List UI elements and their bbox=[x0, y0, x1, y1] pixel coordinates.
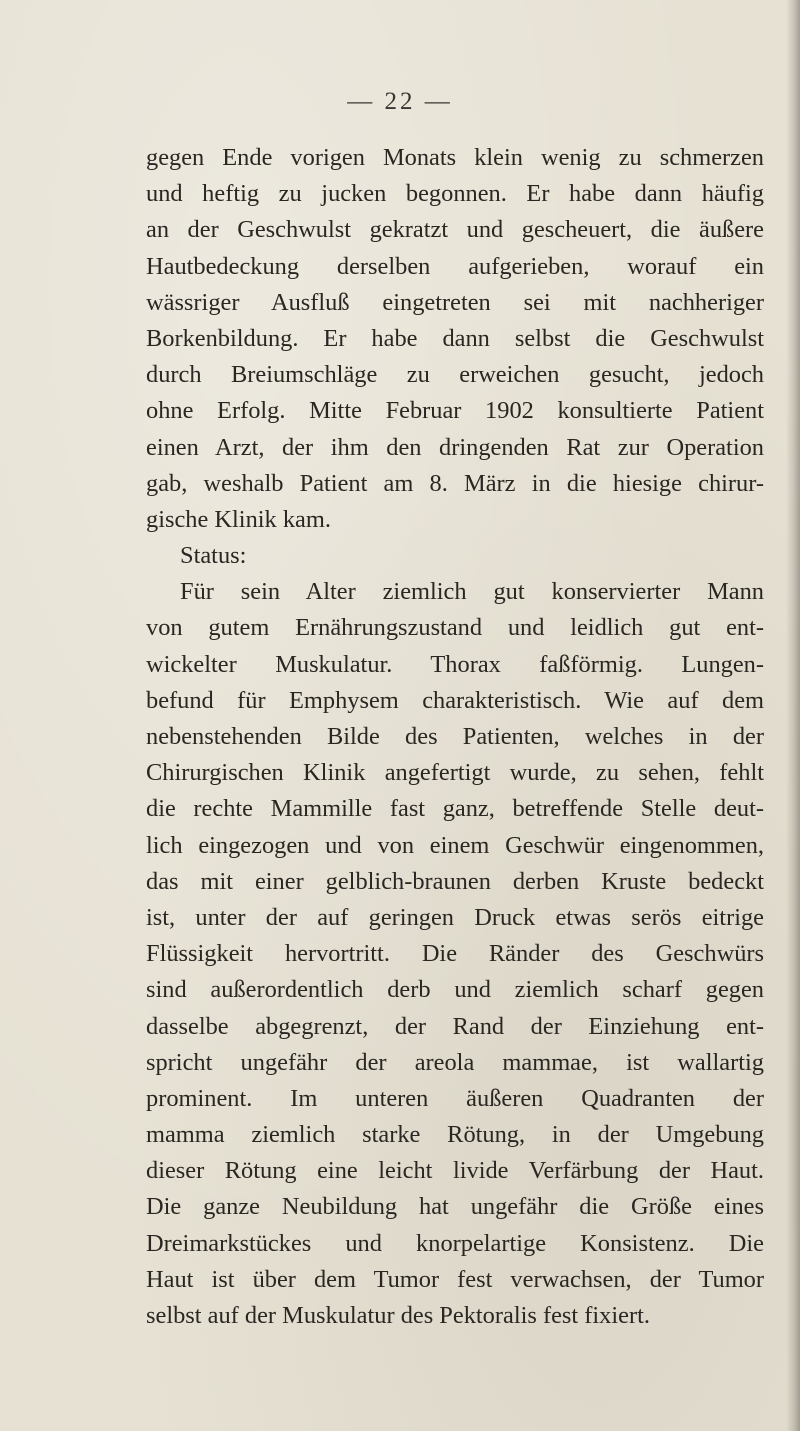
text-line: und heftig zu jucken begonnen. Er habe dann häufig bbox=[146, 180, 764, 208]
text-line: ohne Erfolg. Mitte Februar 1902 konsultierte Patient bbox=[146, 397, 764, 425]
text-line: gegen Ende vorigen Monats klein wenig zu schmerzen bbox=[146, 144, 764, 171]
text-line: lich eingezogen und von einem Geschwür eingenommen, bbox=[146, 831, 764, 859]
text-line: das mit einer gelblich-braunen derben Kruste bedeckt bbox=[146, 867, 764, 895]
text-line: durch Breiumschläge zu erweichen gesucht, jedoch bbox=[146, 361, 764, 389]
text-line: dasselbe abgegrenzt, der Rand der Einziehung ent- bbox=[146, 1012, 764, 1040]
text-line: befund für Emphysem charakteristisch. Wie auf dem bbox=[146, 686, 764, 714]
text-line: Für sein Alter ziemlich gut konservierter Mann bbox=[180, 578, 764, 606]
text-line: mamma ziemlich starke Rötung, in der Umgebung bbox=[146, 1121, 764, 1149]
text-line: Hautbedeckung derselben aufgerieben, worauf ein bbox=[146, 252, 764, 280]
text-line: Borkenbildung. Er habe dann selbst die Geschwulst bbox=[146, 324, 764, 352]
text-line: dieser Rötung eine leicht livide Verfärbung der Haut. bbox=[146, 1157, 764, 1185]
page-number: — 22 — bbox=[347, 88, 453, 115]
text-line: einen Arzt, der ihm den dringenden Rat zur Operation bbox=[146, 433, 764, 461]
text-line: prominent. Im unteren äußeren Quadranten der bbox=[146, 1084, 764, 1112]
section-heading-status: Status: bbox=[180, 542, 247, 570]
text-line: gische Klinik kam. bbox=[146, 505, 331, 533]
text-line: gab, weshalb Patient am 8. März in die hiesige chirur- bbox=[146, 469, 764, 497]
text-line: nebenstehenden Bilde des Patienten, welches in der bbox=[146, 723, 764, 750]
text-line: selbst auf der Muskulatur des Pektoralis fest fixiert. bbox=[146, 1302, 650, 1329]
body-text bbox=[146, 140, 764, 1334]
text-line: Chirurgischen Klinik angefertigt wurde, zu sehen, fehlt bbox=[146, 759, 764, 787]
page-edge-shadow bbox=[786, 0, 800, 1431]
text-line: wickelter Muskulatur. Thorax faßförmig. Lungen- bbox=[146, 650, 764, 678]
text-line: an der Geschwulst gekratzt und gescheuert, die äußere bbox=[146, 216, 764, 244]
text-line: spricht ungefähr der areola mammae, ist wallartig bbox=[146, 1048, 764, 1076]
text-line: sind außerordentlich derb und ziemlich scharf gegen bbox=[146, 976, 764, 1004]
text-line: wässriger Ausfluß eingetreten sei mit nachheriger bbox=[146, 288, 764, 316]
text-line: von gutem Ernährungszustand und leidlich gut ent- bbox=[146, 614, 764, 642]
text-line: Die ganze Neubildung hat ungefähr die Größe eines bbox=[146, 1193, 764, 1221]
text-line: Haut ist über dem Tumor fest verwachsen, der Tumor bbox=[146, 1265, 764, 1293]
text-line: die rechte Mammille fast ganz, betreffende Stelle deut- bbox=[146, 795, 764, 823]
text-line: ist, unter der auf geringen Druck etwas serös eitrige bbox=[146, 903, 764, 931]
text-line: Flüssigkeit hervortritt. Die Ränder des Geschwürs bbox=[146, 940, 764, 968]
text-line: Dreimarkstückes und knorpelartige Konsistenz. Die bbox=[146, 1229, 764, 1257]
